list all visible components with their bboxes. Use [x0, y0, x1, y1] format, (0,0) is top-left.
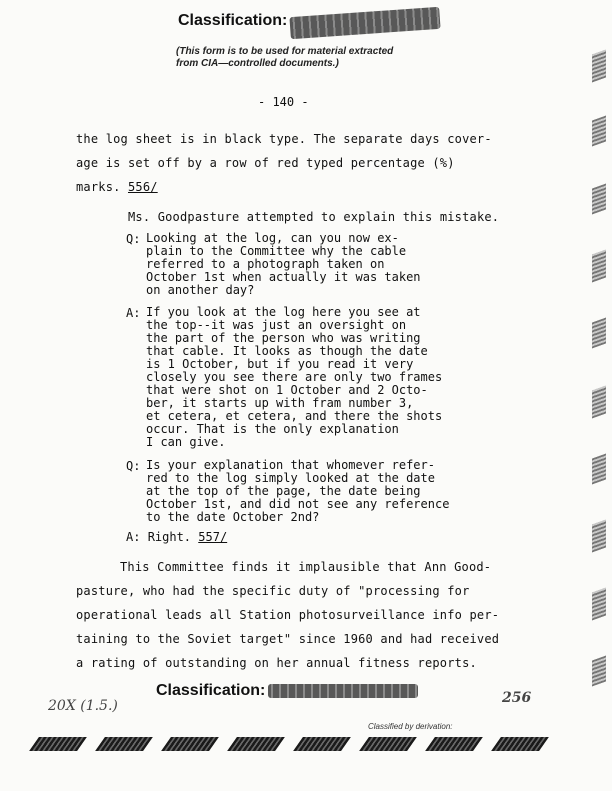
qa-label: A: — [126, 530, 141, 544]
border-pattern — [592, 385, 606, 418]
handwritten-note-left: 20X (1.5.) — [48, 698, 118, 714]
intro-sentence: Ms. Goodpasture attempted to explain this mistake. — [128, 210, 500, 224]
border-pattern — [592, 49, 606, 82]
paragraph-1-line: marks. 556/ — [76, 180, 158, 194]
border-pattern — [293, 737, 351, 751]
border-pattern — [359, 737, 417, 751]
border-pattern — [29, 737, 87, 751]
redaction-stamp — [268, 684, 418, 698]
border-pattern — [592, 587, 606, 620]
answer-short: A: Right. 557/ — [126, 530, 228, 544]
qa-text: Is your explanation that whomever refer- red to the log simply looked at the date at the top of the page, the date being October 1st, and did not see any reference to the date October 2nd? — [146, 458, 450, 524]
border-pattern — [592, 519, 606, 552]
paragraph-1-line: the log sheet is in black type. The separate days cover- — [76, 132, 492, 146]
border-pattern — [592, 115, 606, 146]
qa-text: Looking at the log, can you now ex- plain to the Committee why the cable referred to a photograph taken on October 1st when actually it was taken on another day? — [146, 231, 421, 297]
qa-label: Q: — [126, 232, 141, 246]
header-classification-label: Classification: — [178, 12, 288, 29]
border-pattern — [227, 737, 285, 751]
paragraph-1-line: age is set off by a row of red typed percentage (%) — [76, 156, 455, 170]
form-note-line2: from CIA—controlled documents.) — [176, 58, 339, 69]
classified-by-line: Classified by derivation: — [368, 722, 453, 731]
border-pattern — [592, 655, 606, 686]
border-pattern — [592, 249, 606, 282]
paragraph-1 — [76, 127, 516, 199]
form-note-line1: (This form is to be used for material extracted — [176, 46, 394, 57]
qa-label: A: — [126, 306, 141, 320]
redaction-stamp — [289, 7, 440, 39]
footer-classification-label: Classification: — [156, 682, 266, 699]
border-pattern — [161, 737, 219, 751]
qa-text: If you look at the log here you see at the top--it was just an oversight on the part of the person who was writing that cable. It looks as though the date is 1 October, but if you read it very closely you see there are only two frames that were shot on 1 October and 2 Octo- ber, it starts up with fram number 3, et cetera, et cetera, and there the shots occur. That is the only explanation I can give. — [146, 305, 443, 449]
border-pattern — [592, 183, 606, 214]
border-pattern — [592, 317, 606, 348]
handwritten-note-right: 256 — [502, 690, 532, 706]
paragraph-2: This Committee finds it implausible that Ann Good- pasture, who had the specific duty of "processing for operational leads all Station photosurveillance info per- taining to the Soviet target" since 1960 and had received a rating of outstanding on her annual fitness reports. — [76, 560, 500, 670]
border-pattern — [95, 737, 153, 751]
footnote-ref: 556/ — [127, 180, 158, 194]
border-pattern — [592, 453, 606, 484]
border-pattern — [491, 737, 549, 751]
footnote-ref: 557/ — [198, 530, 228, 544]
border-pattern — [425, 737, 483, 751]
qa-label: Q: — [126, 459, 141, 473]
page-number: - 140 - — [258, 95, 309, 109]
